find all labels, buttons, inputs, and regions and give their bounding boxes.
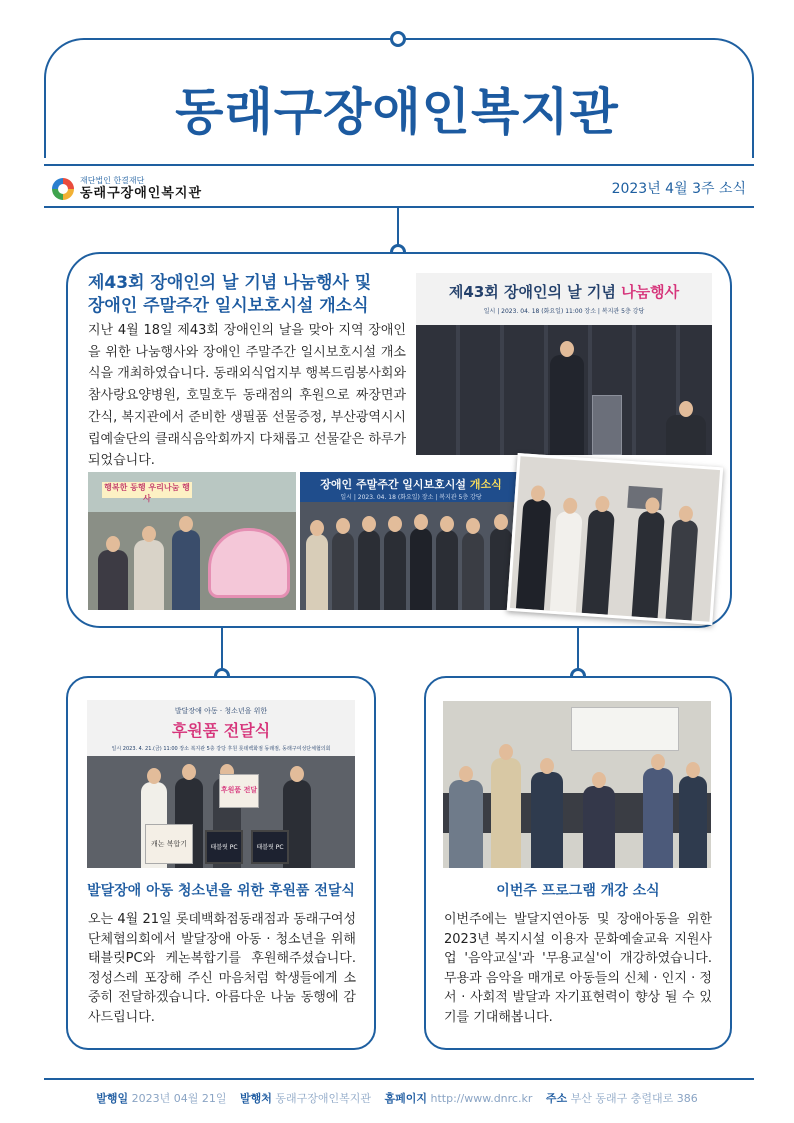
title-knob — [390, 31, 406, 47]
photo2-person-1 — [98, 550, 128, 610]
photo-program-class — [443, 701, 711, 868]
photo-donation-ceremony — [87, 700, 355, 868]
photo6-child-2 — [531, 772, 563, 868]
issue-label: 2023년 4월 3주 소식 — [611, 181, 746, 197]
photo-plaque-unveiling — [507, 453, 724, 625]
photo-opening-ceremony — [300, 472, 522, 610]
photo1-banner-main: 제43회 장애인의 날 기념 — [448, 283, 622, 301]
photo5-sign: 후원품 전달 — [219, 774, 259, 808]
donation-body: 오는 4월 21일 롯데백화점동래점과 동래구여성단체협의회에서 발달장애 아동 · 청소년을 위해 태블릿PC와 케논복합기를 후원해주셨습니다. 정성스레 포장해 주신 마음처럼 학생들에게 소중히 전달하겠습니다. 아름다운 나눔 동행에 감사드립니다. — [88, 912, 356, 1025]
photo3-banner-sub: 일시 | 2023. 04. 18 (화요일) 장소 | 복지관 5층 강당 — [340, 494, 482, 501]
photo-sharing-meal — [88, 472, 296, 610]
photo2-heart-frame — [208, 528, 290, 598]
photo4-person-4 — [632, 511, 665, 619]
logo-name: 동래구장애인복지관 — [80, 186, 203, 201]
photo5-banner — [87, 700, 355, 756]
photo-ceremony-speech — [416, 273, 712, 455]
photo3-banner-accent: 개소식 — [469, 478, 502, 491]
photo1-speaker — [550, 355, 584, 455]
org-logo — [52, 176, 202, 201]
photo6-child-5 — [679, 776, 707, 868]
header-rule-top — [44, 164, 754, 166]
photo1-banner — [416, 273, 712, 325]
photo5-box-printer: 캐논 복합기 — [145, 824, 193, 864]
photo1-banner-sub: 일시 | 2023. 04. 18 (화요일) 11:00 장소 | 복지관 5층 강당 — [483, 308, 645, 315]
footer-address-label: 주소 — [545, 1092, 568, 1105]
photo5-tablet-2-label: 태블릿 PC — [256, 844, 284, 851]
photo6-child-3 — [583, 786, 615, 868]
program-body: 이번주에는 발달지연아동 및 장애아동을 위한 2023년 복지시설 이용자 문화예술교육 지원사업 '음악교실'과 '무용교실'이 개강하였습니다. 무용과 음악을 매개로 아동들의 신체 · 인지 · 정서 · 사회적 발달과 자기표현력이 향상 될 수 있기를 기대해봅니다. — [444, 912, 712, 1025]
program-headline: 이번주 프로그램 개강 소식 — [496, 883, 660, 899]
photo3-person-6 — [436, 530, 458, 610]
footer-address-value: 부산 동래구 충렬대로 386 — [570, 1092, 698, 1105]
photo6-teacher — [491, 758, 521, 868]
photo5-tablet-1 — [205, 830, 243, 864]
photo1-banner-accent: 나눔행사 — [621, 283, 680, 301]
logo-icon — [52, 178, 74, 200]
footer-publisher-label: 발행처 — [239, 1092, 272, 1105]
photo2-person-3 — [172, 530, 200, 610]
footer — [0, 1090, 794, 1106]
photo3-person-2 — [332, 532, 354, 610]
photo5-banner-sub: 일시 2023. 4. 21.(금) 11:00 장소 복지관 5층 강당 후원 롯데백화점 동래점, 동래구여성단체협의회 — [111, 746, 331, 752]
photo6-child-1 — [449, 780, 483, 868]
photo3-person-1 — [306, 534, 328, 610]
photo3-banner — [300, 472, 522, 502]
connector-top — [397, 208, 399, 248]
footer-rule — [44, 1078, 754, 1080]
photo3-person-7 — [462, 532, 484, 610]
photo6-child-4 — [643, 768, 673, 868]
footer-issued-label: 발행일 — [96, 1092, 129, 1105]
headline-line-1: 제43회 장애인의 날 기념 나눔행사 및 — [88, 273, 372, 293]
photo4-person-5 — [666, 519, 699, 621]
photo5-banner-top: 발달장애 아동 · 청소년을 위한 — [174, 707, 268, 715]
photo2-banner: 행복한 동행 우리나눔 행사 — [102, 482, 192, 498]
donation-headline: 발달장애 아동 청소년을 위한 후원품 전달식 — [87, 883, 355, 899]
connector-right — [577, 628, 579, 672]
photo3-person-5 — [410, 528, 432, 610]
photo5-tablet-2 — [251, 830, 289, 864]
photo5-tablet-1-label: 태블릿 PC — [210, 844, 238, 851]
page-title: 동래구장애인복지관 — [175, 83, 619, 141]
photo4-person-3 — [582, 509, 615, 615]
main-story-body: 지난 4월 18일 제43회 장애인의 날을 맞아 지역 장애인을 위한 나눔행사와 장애인 주말주간 일시보호시설 개소식을 개최하였습니다. 동래외식업지부 행복드림봉사회와 참사랑요양병원, 호밀호두 동래점의 후원으로 짜장면과 간식, 복지관에서 준비한 생필품 선물증정, 부산광역시시립예술단의 클래식음악회까지 다채롭고 선물같은 하루가 되었습니다. — [88, 323, 406, 469]
footer-issued-value: 2023년 04월 21일 — [131, 1092, 227, 1105]
photo4-person-2 — [550, 511, 583, 613]
main-story-headline — [88, 272, 404, 318]
photo5-banner-main: 후원품 전달식 — [171, 721, 271, 740]
photo2-person-2 — [134, 540, 164, 610]
footer-homepage-label: 홈페이지 — [384, 1092, 428, 1105]
header-rule-bottom — [44, 206, 754, 208]
photo1-audience — [666, 415, 706, 455]
photo4-person-1 — [516, 499, 552, 611]
photo1-podium — [592, 395, 622, 455]
connector-left — [221, 628, 223, 672]
logo-subtitle: 재단법인 한결재단 — [80, 176, 145, 185]
photo3-person-4 — [384, 530, 406, 610]
footer-homepage-link[interactable]: http://www.dnrc.kr — [430, 1092, 533, 1105]
photo3-person-3 — [358, 530, 380, 610]
photo3-banner-main: 장애인 주말주간 일시보호시설 — [320, 478, 470, 491]
footer-publisher-value: 동래구장애인복지관 — [275, 1092, 371, 1105]
photo6-whiteboard — [571, 707, 679, 751]
headline-line-2: 장애인 주말주간 일시보호시설 개소식 — [88, 296, 369, 316]
